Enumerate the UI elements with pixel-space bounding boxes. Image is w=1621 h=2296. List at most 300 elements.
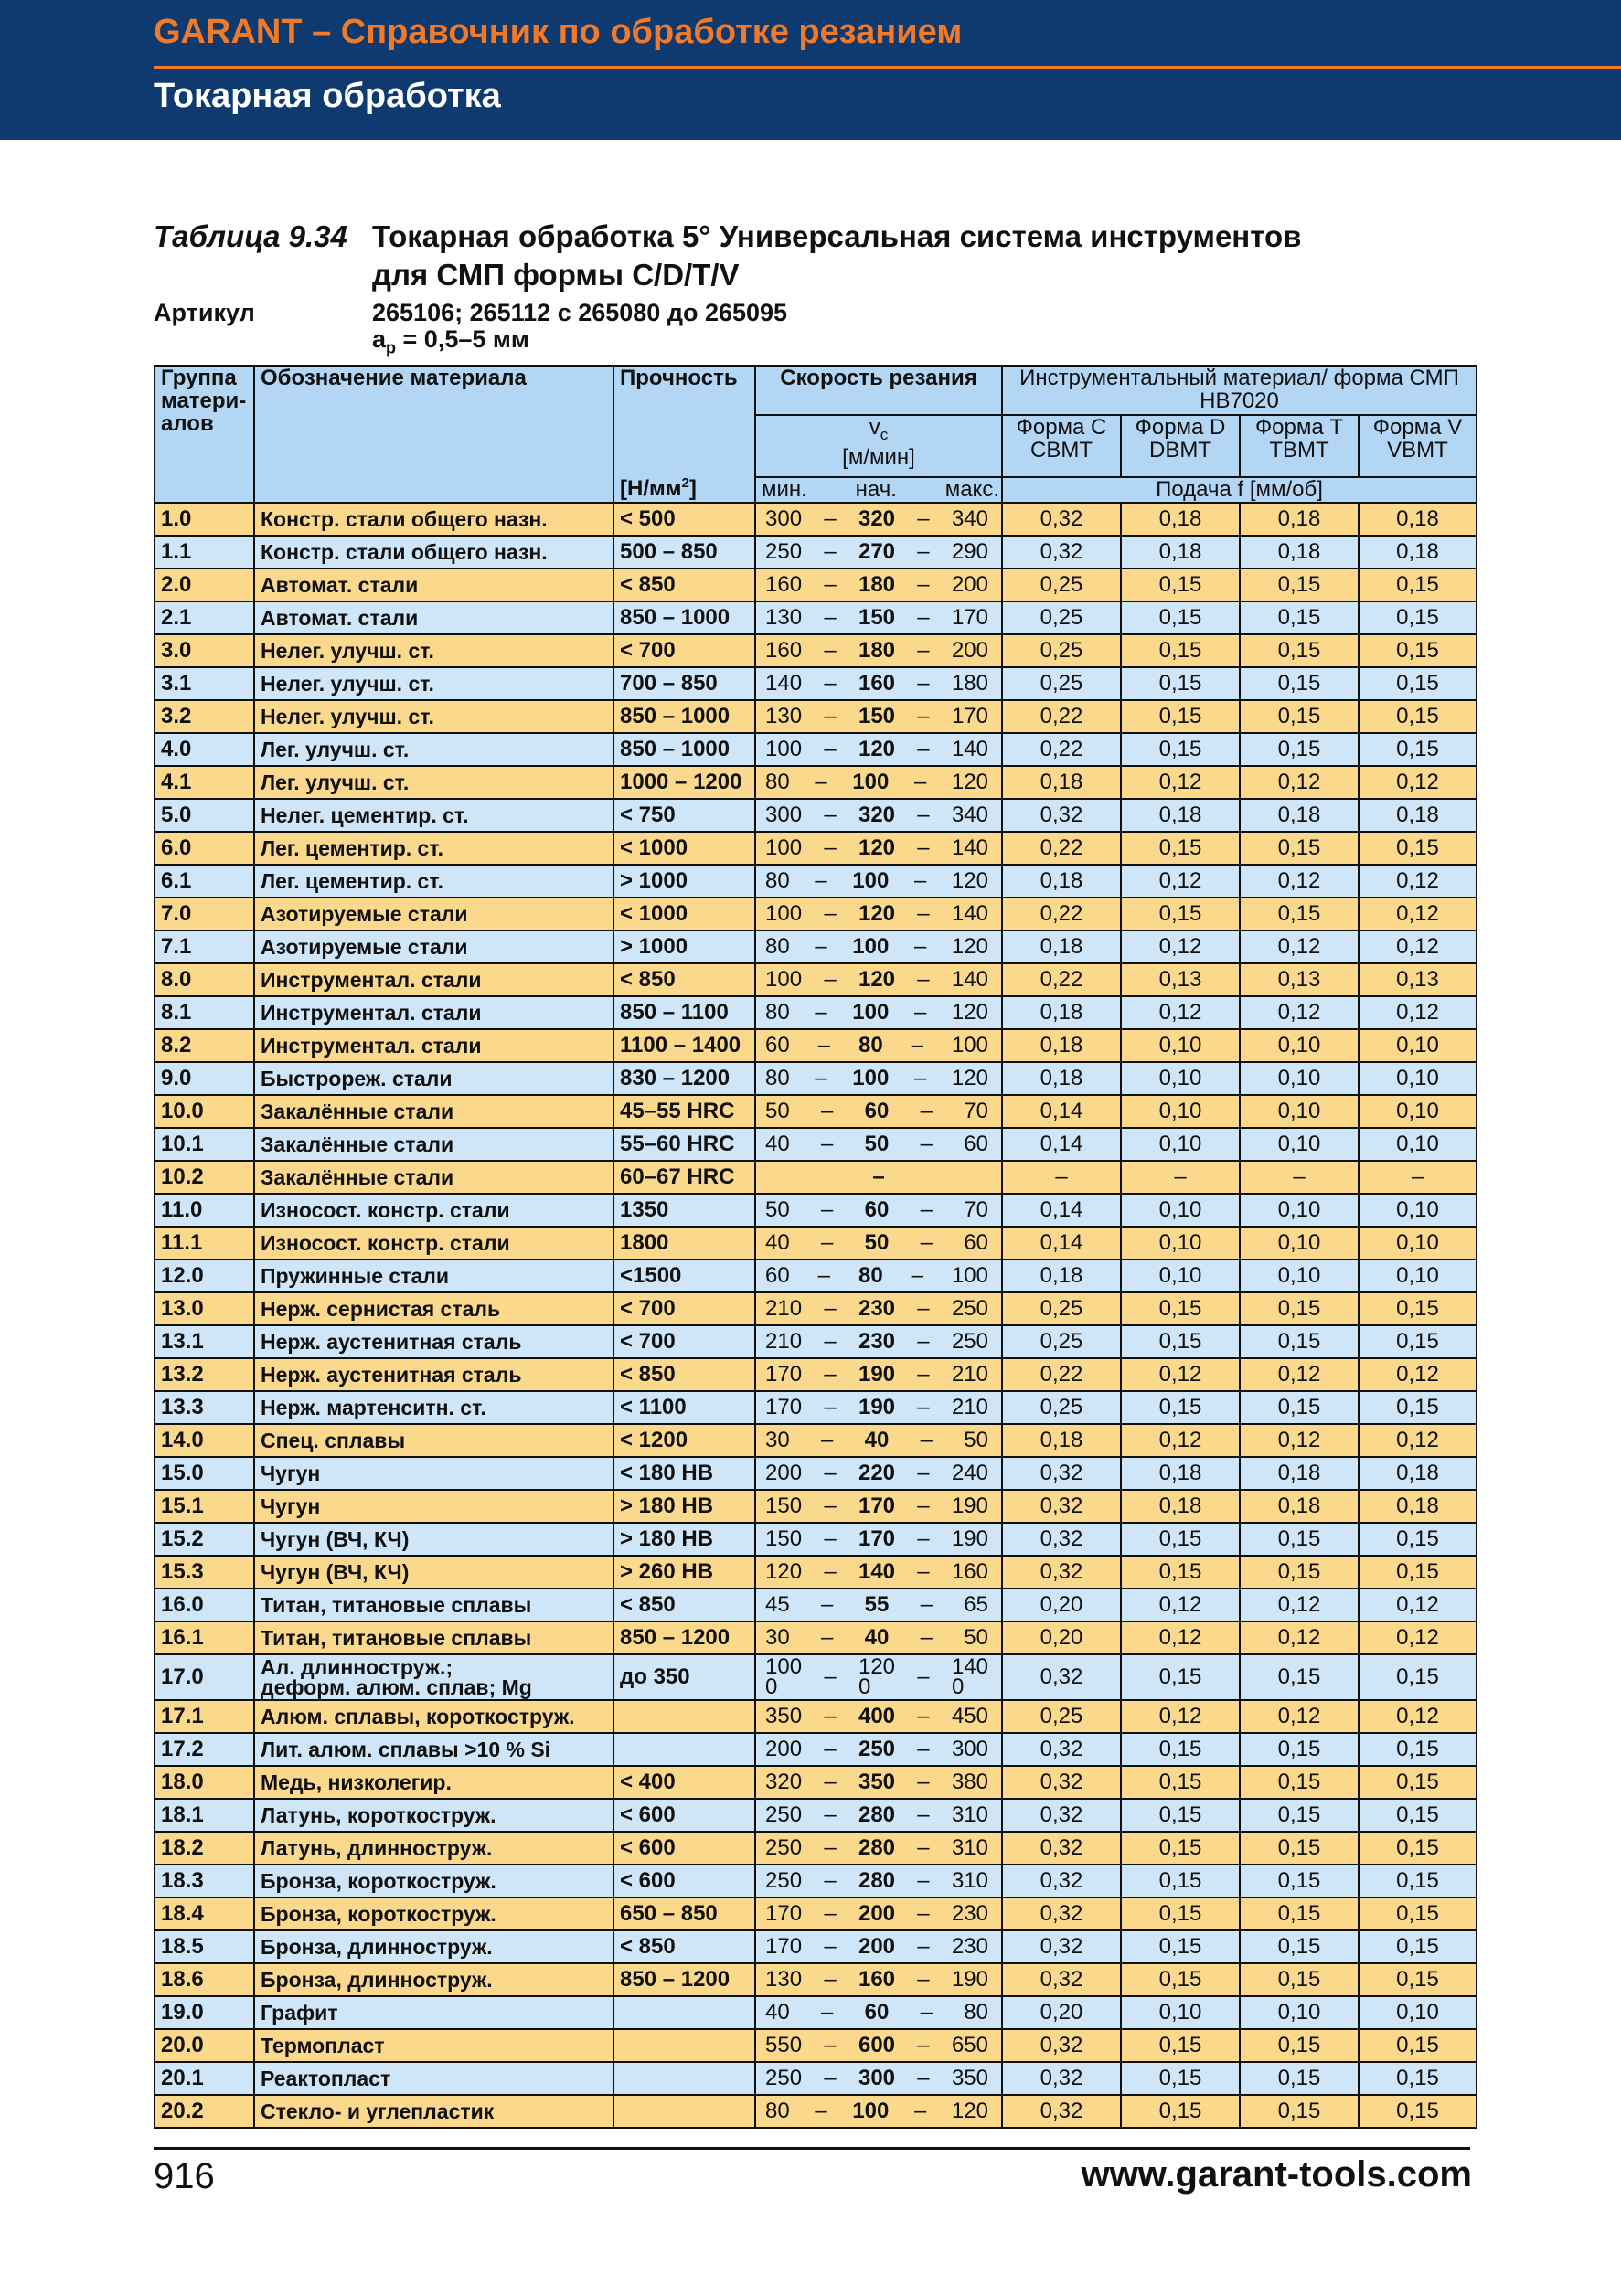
table-row (155, 930, 1477, 963)
feed-form-v: 0,12 (1359, 996, 1477, 1029)
speed-min: 210 (765, 1329, 803, 1354)
material-strength: > 180 HB (613, 1490, 755, 1523)
speed-min: 200 (765, 1461, 803, 1485)
material-designation: Инструментал. стали (254, 996, 613, 1029)
cutting-speed: 80 – 100 – 120 (755, 996, 1002, 1029)
cutting-speed: 160 – 180 – 200 (755, 634, 1002, 667)
feed-form-d: 0,15 (1121, 1766, 1240, 1799)
feed-form-t: 0,15 (1240, 1391, 1359, 1424)
feed-form-d: 0,15 (1121, 1523, 1240, 1556)
speed-max: 250 (951, 1296, 988, 1321)
material-group: 9.0 (155, 1062, 254, 1095)
feed-form-c: 0,22 (1002, 898, 1121, 930)
feed-form-v: 0,18 (1359, 536, 1477, 569)
material-strength: > 180 HB (613, 1523, 755, 1556)
speed-start: 60 (864, 2000, 890, 2025)
table-row (155, 1523, 1477, 1556)
cutting-speed: 200 – 220 – 240 (755, 1457, 1002, 1490)
speed-max: 60 (964, 1132, 988, 1156)
table-row (155, 601, 1477, 634)
material-designation: Бронза, короткоструж. (254, 1897, 613, 1930)
feed-form-d: 0,15 (1121, 1654, 1240, 1700)
material-strength: < 850 (613, 1589, 755, 1621)
cutting-speed: 80 – 100 – 120 (755, 766, 1002, 799)
col-header-form-v: Форма V VBMT (1359, 415, 1477, 477)
speed-start: 100 (852, 770, 890, 794)
feed-form-t: 0,15 (1240, 2029, 1359, 2062)
feed-form-t: 0,15 (1240, 1292, 1359, 1325)
speed-min: 170 (765, 1901, 803, 1926)
cutting-speed: 40 – 50 – 60 (755, 1128, 1002, 1161)
table-row (155, 503, 1477, 536)
cutting-depth: $a_p = 0,5-5$ мм (372, 325, 529, 357)
feed-form-d: 0,15 (1121, 898, 1240, 930)
material-strength: > 1000 (613, 930, 755, 963)
feed-form-t: 0,15 (1240, 1733, 1359, 1766)
feed-form-v: 0,15 (1359, 832, 1477, 865)
feed-form-d: 0,12 (1121, 766, 1240, 799)
speed-start: 160 (858, 671, 896, 696)
material-strength: < 700 (613, 1325, 755, 1358)
feed-form-c: 0,32 (1002, 1930, 1121, 1963)
feed-form-d: 0,15 (1121, 1325, 1240, 1358)
feed-form-d: 0,15 (1121, 1963, 1240, 1996)
feed-form-t: 0,12 (1240, 1424, 1359, 1457)
table-row (155, 1062, 1477, 1095)
table-row (155, 1260, 1477, 1292)
material-designation: Лег. улучш. ст. (254, 733, 613, 766)
table-title-line1: Токарная обработка 5° Универсальная система инструментов (372, 219, 1302, 253)
feed-form-v: 0,15 (1359, 667, 1477, 700)
feed-form-d: 0,15 (1121, 1930, 1240, 1963)
feed-form-c: 0,32 (1002, 536, 1121, 569)
feed-form-v: 0,12 (1359, 898, 1477, 930)
speed-min: 80 (765, 868, 790, 893)
cutting-speed: 130 – 150 – 170 (755, 700, 1002, 733)
cutting-speed: 210 – 230 – 250 (755, 1325, 1002, 1358)
table-row (155, 799, 1477, 832)
material-group: 17.2 (155, 1733, 254, 1766)
col-header-speed: Скорость резания (755, 366, 1002, 415)
speed-start: 180 (858, 638, 896, 663)
table-row (155, 1832, 1477, 1865)
speed-start: 40 (864, 1625, 890, 1650)
speed-max: 140 0 (951, 1654, 988, 1699)
speed-start: 250 (858, 1737, 896, 1761)
feed-form-c: 0,18 (1002, 766, 1121, 799)
feed-form-v: 0,12 (1359, 865, 1477, 898)
cutting-speed: 250 – 280 – 310 (755, 1799, 1002, 1832)
speed-min: 100 (765, 901, 803, 926)
feed-form-t: 0,15 (1240, 700, 1359, 733)
material-group: 10.0 (155, 1095, 254, 1128)
material-group: 18.5 (155, 1930, 254, 1963)
feed-form-d: 0,12 (1121, 1589, 1240, 1621)
material-strength: < 850 (613, 1358, 755, 1391)
speed-start: 170 (858, 1526, 896, 1551)
material-strength (613, 2029, 755, 2062)
speed-min: 50 (765, 1197, 790, 1222)
feed-form-c: 0,25 (1002, 1292, 1121, 1325)
material-strength (613, 2062, 755, 2095)
feed-form-c: 0,18 (1002, 1029, 1121, 1062)
col-header-designation: Обозначение материала (254, 366, 613, 503)
material-designation: Лег. цементир. ст. (254, 832, 613, 865)
speed-start: 230 (858, 1296, 896, 1321)
feed-form-t: 0,10 (1240, 1095, 1359, 1128)
feed-form-v: 0,10 (1359, 1260, 1477, 1292)
cutting-speed: 100 0 – 120 0 – 140 0 (755, 1654, 1002, 1700)
feed-form-t: 0,15 (1240, 1556, 1359, 1589)
page-header (0, 0, 1621, 140)
col-header-form-t: Форма T TBMT (1240, 415, 1359, 477)
feed-form-d: 0,12 (1121, 1700, 1240, 1733)
feed-form-c: 0,32 (1002, 2095, 1121, 2128)
material-group: 6.0 (155, 832, 254, 865)
feed-form-c: 0,32 (1002, 1523, 1121, 1556)
speed-min: 150 (765, 1526, 803, 1551)
feed-form-v: 0,18 (1359, 503, 1477, 536)
material-strength (613, 1733, 755, 1766)
cutting-speed: 170 – 200 – 230 (755, 1930, 1002, 1963)
header-rule (154, 66, 1621, 69)
feed-form-v: 0,12 (1359, 1358, 1477, 1391)
table-title-line2: для СМП формы C/D/T/V (372, 258, 740, 292)
cutting-speed: 150 – 170 – 190 (755, 1523, 1002, 1556)
feed-form-v: 0,10 (1359, 1194, 1477, 1227)
speed-max: 80 (964, 2000, 988, 2025)
table-row (155, 766, 1477, 799)
material-designation: Инструментал. стали (254, 963, 613, 996)
speed-max: 70 (964, 1099, 988, 1123)
feed-form-c: 0,14 (1002, 1227, 1121, 1260)
feed-form-d: 0,12 (1121, 865, 1240, 898)
speed-max: 170 (951, 605, 988, 630)
speed-max: 210 (951, 1395, 988, 1419)
feed-form-v: 0,10 (1359, 1996, 1477, 2029)
cutting-speed: 100 – 120 – 140 (755, 963, 1002, 996)
feed-form-d: 0,15 (1121, 1832, 1240, 1865)
material-designation: Износост. констр. стали (254, 1194, 613, 1227)
material-strength: < 850 (613, 963, 755, 996)
material-strength: 500 – 850 (613, 536, 755, 569)
feed-form-t: 0,18 (1240, 1457, 1359, 1490)
material-designation: Графит (254, 1996, 613, 2029)
feed-form-d: 0,15 (1121, 1799, 1240, 1832)
table-row (155, 963, 1477, 996)
feed-form-t: 0,12 (1240, 766, 1359, 799)
article-value: 265106; 265112 с 265080 до 265095 (372, 299, 788, 326)
material-designation: Нелег. улучш. ст. (254, 700, 613, 733)
speed-min: 80 (765, 2099, 790, 2123)
feed-form-v: 0,10 (1359, 1128, 1477, 1161)
feed-form-d: 0,15 (1121, 2095, 1240, 2128)
material-group: 15.0 (155, 1457, 254, 1490)
speed-min: 320 (765, 1770, 803, 1794)
page-number: 916 (154, 2156, 215, 2196)
material-group: 11.1 (155, 1227, 254, 1260)
material-group: 18.2 (155, 1832, 254, 1865)
table-row (155, 2029, 1477, 2062)
feed-form-t: 0,10 (1240, 1227, 1359, 1260)
material-group: 4.1 (155, 766, 254, 799)
feed-form-c: 0,32 (1002, 1865, 1121, 1897)
material-strength: < 1200 (613, 1424, 755, 1457)
table-row (155, 1733, 1477, 1766)
speed-max: 120 (951, 868, 988, 893)
material-group: 13.2 (155, 1358, 254, 1391)
feed-form-v: 0,12 (1359, 930, 1477, 963)
cutting-speed: 120 – 140 – 160 (755, 1556, 1002, 1589)
feed-form-c: 0,25 (1002, 1325, 1121, 1358)
material-strength: > 260 HB (613, 1556, 755, 1589)
material-group: 16.0 (155, 1589, 254, 1621)
speed-start: 180 (858, 572, 896, 597)
table-row (155, 1865, 1477, 1897)
speed-max: 310 (951, 1868, 988, 1893)
table-row (155, 2095, 1477, 2128)
material-designation: Ал. длинноструж.; деформ. алюм. сплав; Mg (254, 1654, 613, 1700)
speed-start: 220 (858, 1461, 896, 1485)
feed-form-v: 0,12 (1359, 766, 1477, 799)
material-strength: < 850 (613, 569, 755, 601)
material-designation: Бронза, длинноструж. (254, 1930, 613, 1963)
feed-form-d: 0,15 (1121, 601, 1240, 634)
speed-max: 190 (951, 1493, 988, 1518)
table-row (155, 1700, 1477, 1733)
speed-max: 100 (951, 1033, 988, 1058)
material-group: 10.1 (155, 1128, 254, 1161)
speed-max: 140 (951, 901, 988, 926)
material-strength: 45–55 HRC (613, 1095, 755, 1128)
speed-start: 300 (858, 2066, 896, 2090)
feed-form-v: 0,15 (1359, 1733, 1477, 1766)
feed-form-d: 0,10 (1121, 1128, 1240, 1161)
speed-max: 290 (951, 539, 988, 564)
material-group: 1.1 (155, 536, 254, 569)
feed-form-d: 0,15 (1121, 1897, 1240, 1930)
speed-start: 190 (858, 1362, 896, 1387)
speed-max: 120 (951, 1000, 988, 1025)
material-strength: 830 – 1200 (613, 1062, 755, 1095)
speed-max: 120 (951, 2099, 988, 2123)
feed-form-v: 0,10 (1359, 1227, 1477, 1260)
table-row (155, 832, 1477, 865)
material-group: 18.3 (155, 1865, 254, 1897)
feed-form-t: 0,15 (1240, 1799, 1359, 1832)
website-link[interactable]: www.garant-tools.com (1081, 2154, 1472, 2195)
speed-min: 60 (765, 1033, 790, 1058)
feed-form-d: 0,15 (1121, 1733, 1240, 1766)
speed-max: 160 (951, 1559, 988, 1584)
cutting-speed (755, 1161, 1002, 1194)
table-row (155, 2062, 1477, 2095)
cutting-speed: 40 – 50 – 60 (755, 1227, 1002, 1260)
material-designation: Титан, титановые сплавы (254, 1589, 613, 1621)
speed-max: 180 (951, 671, 988, 696)
table-row (155, 1424, 1477, 1457)
material-strength (613, 1700, 755, 1733)
speed-min: 250 (765, 2066, 803, 2090)
material-designation: Автомат. стали (254, 601, 613, 634)
speed-min: 100 (765, 835, 803, 860)
table-row (155, 1589, 1477, 1621)
table-row (155, 898, 1477, 930)
speed-min: 250 (765, 539, 803, 564)
cutting-speed: 50 – 60 – 70 (755, 1095, 1002, 1128)
cutting-speed: 170 – 190 – 210 (755, 1358, 1002, 1391)
material-strength: 1350 (613, 1194, 755, 1227)
feed-form-c: 0,32 (1002, 1556, 1121, 1589)
table-row (155, 1358, 1477, 1391)
speed-start: 100 (852, 1000, 890, 1025)
speed-max: 650 (951, 2033, 988, 2057)
feed-form-d: 0,13 (1121, 963, 1240, 996)
feed-form-v: 0,18 (1359, 799, 1477, 832)
table-row (155, 700, 1477, 733)
material-designation: Чугун (254, 1490, 613, 1523)
material-group: 3.1 (155, 667, 254, 700)
cutting-speed: 160 – 180 – 200 (755, 569, 1002, 601)
material-group: 8.1 (155, 996, 254, 1029)
feed-form-d: 0,18 (1121, 1490, 1240, 1523)
material-strength: 1100 – 1400 (613, 1029, 755, 1062)
header-subtitle: Токарная обработка (154, 77, 501, 115)
speed-start: 50 (864, 1230, 890, 1255)
speed-max: 350 (951, 2066, 988, 2090)
speed-min: 130 (765, 605, 803, 630)
material-group: 20.0 (155, 2029, 254, 2062)
material-strength: 850 – 1000 (613, 733, 755, 766)
feed-form-v: 0,12 (1359, 1589, 1477, 1621)
feed-form-t: 0,18 (1240, 1490, 1359, 1523)
speed-start: 600 (858, 2033, 896, 2057)
col-header-group: Группа матери- алов (155, 366, 254, 503)
material-group: 10.2 (155, 1161, 254, 1194)
speed-max: 65 (964, 1592, 988, 1617)
cutting-speed: 200 – 250 – 300 (755, 1733, 1002, 1766)
speed-min: 80 (765, 770, 790, 794)
material-designation: Алюм. сплавы, короткоструж. (254, 1700, 613, 1733)
speed-start: 280 (858, 1835, 896, 1860)
feed-form-t: 0,15 (1240, 1897, 1359, 1930)
cutting-speed: 30 – 40 – 50 (755, 1424, 1002, 1457)
material-strength: 650 – 850 (613, 1897, 755, 1930)
feed-form-c: 0,14 (1002, 1128, 1121, 1161)
speed-max: 200 (951, 572, 988, 597)
material-designation: Нелег. цементир. ст. (254, 799, 613, 832)
speed-start: 100 (852, 934, 890, 959)
feed-form-t: 0,15 (1240, 1832, 1359, 1865)
feed-form-t: 0,15 (1240, 733, 1359, 766)
feed-form-d: 0,10 (1121, 1194, 1240, 1227)
speed-min: 170 (765, 1934, 803, 1959)
cutting-speed: 50 – 60 – 70 (755, 1194, 1002, 1227)
feed-form-t: 0,15 (1240, 1325, 1359, 1358)
table-row (155, 1621, 1477, 1654)
speed-max: 100 (951, 1263, 988, 1288)
material-designation: Закалённые стали (254, 1161, 613, 1194)
feed-form-t: 0,18 (1240, 503, 1359, 536)
speed-min: 120 (765, 1559, 803, 1584)
feed-form-v: 0,15 (1359, 2029, 1477, 2062)
material-designation: Нерж. мартенситн. ст. (254, 1391, 613, 1424)
material-designation: Нелег. улучш. ст. (254, 634, 613, 667)
material-group: 7.0 (155, 898, 254, 930)
feed-form-t: 0,15 (1240, 1523, 1359, 1556)
feed-form-v: 0,15 (1359, 1897, 1477, 1930)
feed-form-v: 0,15 (1359, 2062, 1477, 2095)
feed-form-v: 0,15 (1359, 634, 1477, 667)
cutting-speed: 210 – 230 – 250 (755, 1292, 1002, 1325)
cutting-speed: 300 – 320 – 340 (755, 799, 1002, 832)
speed-min: 170 (765, 1395, 803, 1419)
speed-min: 550 (765, 2033, 803, 2057)
col-header-form-d: Форма D DBMT (1121, 415, 1240, 477)
material-designation: Термопласт (254, 2029, 613, 2062)
table-row (155, 1930, 1477, 1963)
feed-form-c: 0,32 (1002, 1490, 1121, 1523)
speed-min: 150 (765, 1493, 803, 1518)
speed-start: 160 (858, 1967, 896, 1992)
material-group: 3.2 (155, 700, 254, 733)
speed-start: 140 (858, 1559, 896, 1584)
material-strength: < 700 (613, 634, 755, 667)
feed-form-c: 0,32 (1002, 2062, 1121, 2095)
material-strength: 850 – 1100 (613, 996, 755, 1029)
feed-form-d: 0,10 (1121, 1996, 1240, 2029)
table-row (155, 1766, 1477, 1799)
col-header-tool: Инструментальный материал/ форма СМП HB7020 (1002, 366, 1477, 415)
feed-form-t: 0,10 (1240, 1996, 1359, 2029)
feed-form-v: 0,12 (1359, 1621, 1477, 1654)
material-designation: Пружинные стали (254, 1260, 613, 1292)
speed-start: 100 (852, 868, 890, 893)
material-designation: Констр. стали общего назн. (254, 503, 613, 536)
col-header-min: мин. (762, 477, 807, 502)
material-strength: <1500 (613, 1260, 755, 1292)
material-strength (613, 2095, 755, 2128)
feed-form-c: 0,20 (1002, 1996, 1121, 2029)
feed-form-t: 0,15 (1240, 2062, 1359, 2095)
feed-form-t: – (1240, 1161, 1359, 1194)
feed-form-v: 0,15 (1359, 569, 1477, 601)
cutting-speed: 40 – 60 – 80 (755, 1996, 1002, 2029)
speed-min: 100 (765, 737, 803, 761)
feed-form-d: 0,15 (1121, 1391, 1240, 1424)
cutting-speed: 80 – 100 – 120 (755, 1062, 1002, 1095)
material-group: 18.4 (155, 1897, 254, 1930)
material-designation: Закалённые стали (254, 1128, 613, 1161)
material-designation: Чугун (ВЧ, КЧ) (254, 1523, 613, 1556)
speed-min: 50 (765, 1099, 790, 1123)
speed-max: 50 (964, 1625, 988, 1650)
feed-form-t: 0,15 (1240, 601, 1359, 634)
speed-start: 270 (858, 539, 896, 564)
cutting-speed: 100 – 120 – 140 (755, 832, 1002, 865)
speed-max: 340 (951, 506, 988, 531)
feed-form-c: 0,32 (1002, 1766, 1121, 1799)
feed-form-d: 0,15 (1121, 1865, 1240, 1897)
feed-form-d: 0,18 (1121, 799, 1240, 832)
table-row (155, 1556, 1477, 1589)
cutting-speed: 170 – 190 – 210 (755, 1391, 1002, 1424)
feed-form-c: 0,18 (1002, 1260, 1121, 1292)
speed-max: 190 (951, 1967, 988, 1992)
material-designation: Констр. стали общего назн. (254, 536, 613, 569)
material-designation: Стекло- и углепластик (254, 2095, 613, 2128)
speed-min: 210 (765, 1296, 803, 1321)
